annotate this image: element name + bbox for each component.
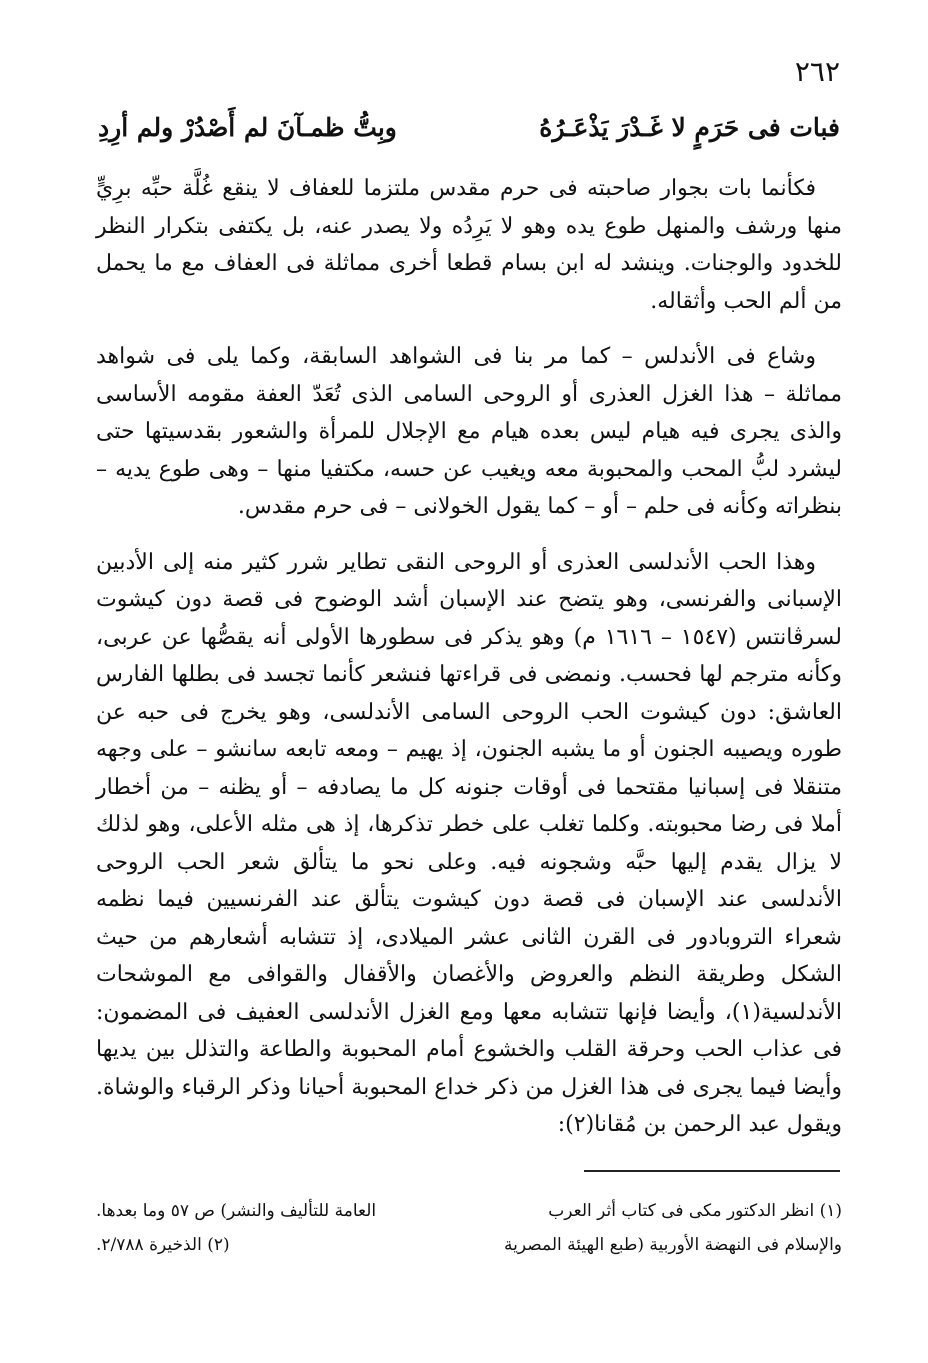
footnotes: [96, 1194, 842, 1262]
paragraph-1: فكأنما بات بجوار صاحبته فى حرم مقدس ملتزما للعفاف لا ينقع غُلَّة حبِّه برِيٍّ منها ورشف والمنهل طوع يده وهو لا يَرِدُه ولا يصدر عنه، بل يكتفى بتكرار النظر للخدود والوجنات. وينشد له ابن بسام قطعا أخرى مماثلة فى العفاف مع ما يحمل من ألم الحب وأثقاله.: [96, 176, 842, 314]
page-number: ٢٦٢: [794, 55, 840, 88]
footnote-1-middle: والإسلام فى النهضة الأوربية (طبع الهيئة المصرية: [504, 1235, 842, 1255]
footnote-1-end: العامة للتأليف والنشر) ص ٥٧ وما بعدها.: [96, 1201, 377, 1221]
verse-second-hemistich: وبِتُّ ظمـآنَ لم أَصْدُرْ ولم أرِدِ: [98, 113, 397, 142]
paragraph-3: وهذا الحب الأندلسى العذرى أو الروحى النقى تطاير شرر كثير منه إلى الأدبين الإسبانى والفرنسى، وهو يتضح عند الإسبان أشد الوضوح فى قصة دون كيشوت لسرڤانتس (١٥٤٧ – ١٦١٦ م) وهو يذكر فى سطورها الأولى أنه يقصُّها عن عربى، وكأنه مترجم لها فحسب. ونمضى فى قراءتها فنشعر كأنما تجسد فى بطلها الفارس العاشق: دون كيشوت الحب الروحى السامى الأندلسى، وهو يخرج فى حبه عن طوره ويصيبه الجنون أو ما يشبه الجنون، إذ يهيم – ومعه تابعه سانشو – على وجهه متنقلا فى إسبانيا مقتحما فى أوقات جنونه كل ما يصادفه – أو يظنه – من أخطار أملا فى رضا محبوبته. وكلما تغلب على خطر تذكرها، إذ هى مثله الأعلى، وهو لذلك لا يزال يقدم إليها حبَّه وشجونه فيه. وعلى نحو ما يتألق شعر الحب الروحى الأندلسى عند الإسبان فى قصة دون كيشوت يتألق عند الفرنسيين فيما نظمه شعراء التروبادور فى القرن الثانى عشر الميلادى، إذ تتشابه أشعارهم من حيث الشكل وطريقة النظم والعروض والأغصان والأقفال والقوافى مع الموشحات الأندلسية(١)، وأيضا فإنها تتشابه معها ومع الغزل الأندلسى العفيف فى المضمون: فى عذاب الحب وحرقة القلب والخشوع أمام المحبوبة والطاعة والتذلل بين يديها وأيضا فيما يجرى فى هذا الغزل من ذكر خداع المحبوبة أحيانا وذكر الرقباء والوشاة. ويقول عبد الرحمن بن مُقانا(٢):: [96, 549, 842, 1137]
paragraph-2: وشاع فى الأندلس – كما مر بنا فى الشواهد السابقة، وكما يلى فى شواهد مماثلة – هذا الغزل العذرى أو الروحى السامى الذى تُعَدّ العفة مقومه الأساسى والذى يجرى فيه هيام ليس بعده هيام مع الإجلال للمرأة والشعور بقدسيتها حتى ليشرد لبُّ المحب والمحبوبة معه ويغيب عن حسه، مكتفيا منها – وهى طوع يديه – بنظراته وكأنه فى حلم – أو – كما يقول الخولانى – فى حرم مقدس.: [96, 344, 842, 519]
footnote-row: [96, 1194, 842, 1228]
body-text: [96, 170, 842, 1144]
poem-verse: [98, 106, 840, 150]
footnote-2: (٢) الذخيرة ٢/٧٨٨.: [96, 1235, 230, 1255]
footnote-row: [96, 1228, 842, 1262]
verse-first-hemistich: فبات فى حَرَمٍ لا غَـدْرَ يَذْعَـرُهُ: [539, 113, 840, 142]
footnote-separator: [584, 1170, 840, 1172]
footnote-1-start: (١) انظر الدكتور مكى فى كتاب أثر العرب: [548, 1201, 842, 1221]
